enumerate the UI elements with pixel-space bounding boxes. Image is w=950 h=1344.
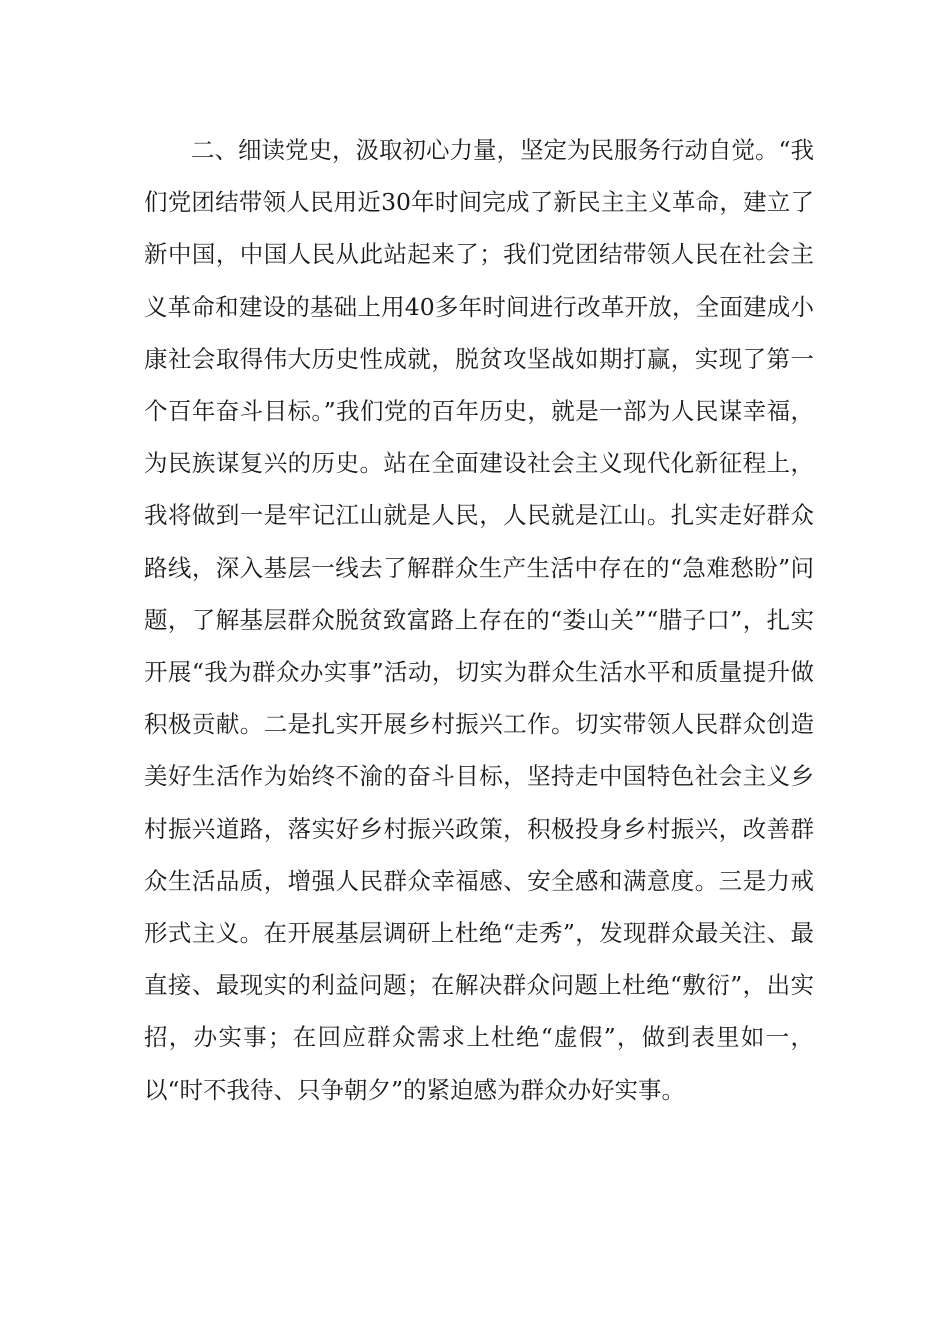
body-paragraph: 二、细读党史，汲取初心力量，坚定为民服务行动自觉。“我们党团结带领人民用近30年时间完成了新民主主义革命，建立了新中国，中国人民从此站起来了；我们党团结带领人民在社会主义革命和建设的基础上用40多年时间进行改革开放，全面建成小康社会取得伟大历史性成就，脱贫攻坚战如期打赢，实现了第一个百年奋斗目标。”我们党的百年历史，就是一部为人民谋幸福，为民族谋复兴的历史。站在全面建设社会主义现代化新征程上，我将做到一是牢记江山就是人民，人民就是江山。扎实走好群众路线，深入基层一线去了解群众生产生活中存在的“急难愁盼”问题，了解基层群众脱贫致富路上存在的“娄山关”“腊子口”，扎实开展“我为群众办实事”活动，切实为群众生活水平和质量提升做积极贡献。二是扎实开展乡村振兴工作。切实带领人民群众创造美好生活作为始终不渝的奋斗目标，坚持走中国特色社会主义乡村振兴道路，落实好乡村振兴政策，积极投身乡村振兴，改善群众生活品质，增强人民群众幸福感、安全感和满意度。三是力戒形式主义。在开展基层调研上杜绝“走秀”，发现群众最关注、最直接、最现实的利益问题；在解决群众问题上杜绝“敷衍”，出实招，办实事；在回应群众需求上杜绝“虚假”，做到表里如一，以“时不我待、只争朝夕”的紧迫感为群众办好实事。 xyxy=(144,136,815,1104)
